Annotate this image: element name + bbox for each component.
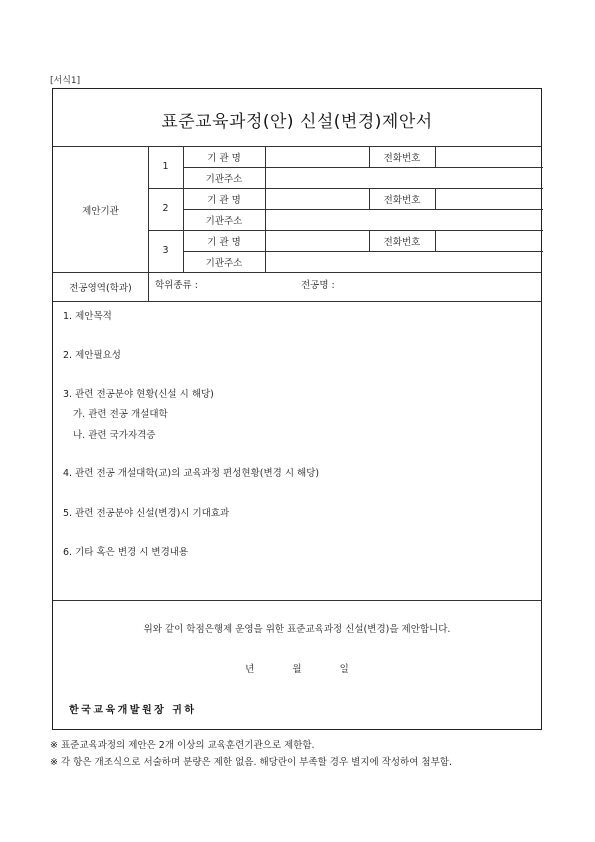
divider	[435, 230, 436, 251]
proposal-statement: 위와 같이 학점은행제 운영을 위한 표준교육과정 신설(변경)을 제안합니다.	[143, 624, 451, 635]
addressee: 한국교육개발원장 귀하	[69, 705, 197, 716]
content-item: 5. 관련 전공분야 신설(변경)시 기대효과	[63, 508, 230, 519]
divider	[148, 230, 543, 231]
phone-label: 전화번호	[383, 237, 421, 248]
divider	[183, 167, 543, 168]
footnote: ※ 표준교육과정의 제안은 2개 이상의 교육훈련기관으로 제한함.	[50, 740, 315, 751]
content-item: 1. 제안목적	[63, 311, 112, 322]
divider	[183, 209, 543, 210]
content-subitem: 가. 관련 전공 개설대학	[73, 409, 168, 420]
major-name-label: 전공명 :	[301, 280, 335, 291]
divider	[53, 600, 541, 601]
content-item: 4. 관련 전공 개설대학(교)의 교육과정 편성현황(변경 시 해당)	[63, 468, 320, 479]
proposer-row-number: 2	[162, 203, 169, 214]
institution-name-label: 기 관 명	[207, 195, 241, 206]
proposer-section-label: 제안기관	[82, 206, 119, 217]
institution-address-label: 기관주소	[205, 258, 243, 269]
divider	[183, 251, 543, 252]
date-day: 일	[339, 664, 349, 675]
form-number-label: [서식1]	[50, 76, 81, 86]
divider	[148, 188, 543, 189]
date-line	[53, 661, 541, 675]
divider	[53, 301, 541, 302]
divider	[265, 146, 266, 272]
divider	[148, 272, 149, 301]
date-month: 월	[292, 664, 302, 675]
divider	[435, 146, 436, 167]
form-title: 표준교육과정(안) 신설(변경)제안서	[161, 112, 433, 132]
divider	[53, 146, 541, 147]
institution-name-label: 기 관 명	[207, 237, 241, 248]
content-item: 3. 관련 전공분야 현황(신설 시 해당)	[63, 389, 214, 400]
institution-address-label: 기관주소	[205, 174, 243, 185]
phone-label: 전화번호	[383, 153, 421, 164]
institution-name-label: 기 관 명	[207, 153, 241, 164]
proposer-row-number: 1	[162, 161, 169, 172]
footnote: ※ 각 항은 개조식으로 서술하며 분량은 제한 없음. 해당란이 부족할 경우 별지에 작성하여 첨부함.	[50, 757, 452, 768]
major-area-label: 전공영역(학과)	[69, 283, 132, 294]
institution-address-label: 기관주소	[205, 216, 243, 227]
divider	[183, 146, 184, 272]
divider	[53, 272, 541, 273]
proposal-form	[52, 88, 542, 730]
date-year: 년	[245, 664, 255, 675]
degree-type-label: 학위종류 :	[155, 280, 198, 291]
proposer-row-number: 3	[162, 245, 169, 256]
phone-label: 전화번호	[383, 195, 421, 206]
content-item: 6. 기타 혹은 변경 시 변경내용	[63, 547, 189, 558]
content-item: 2. 제안필요성	[63, 350, 121, 361]
divider	[435, 188, 436, 209]
content-subitem: 나. 관련 국가자격증	[73, 430, 156, 441]
